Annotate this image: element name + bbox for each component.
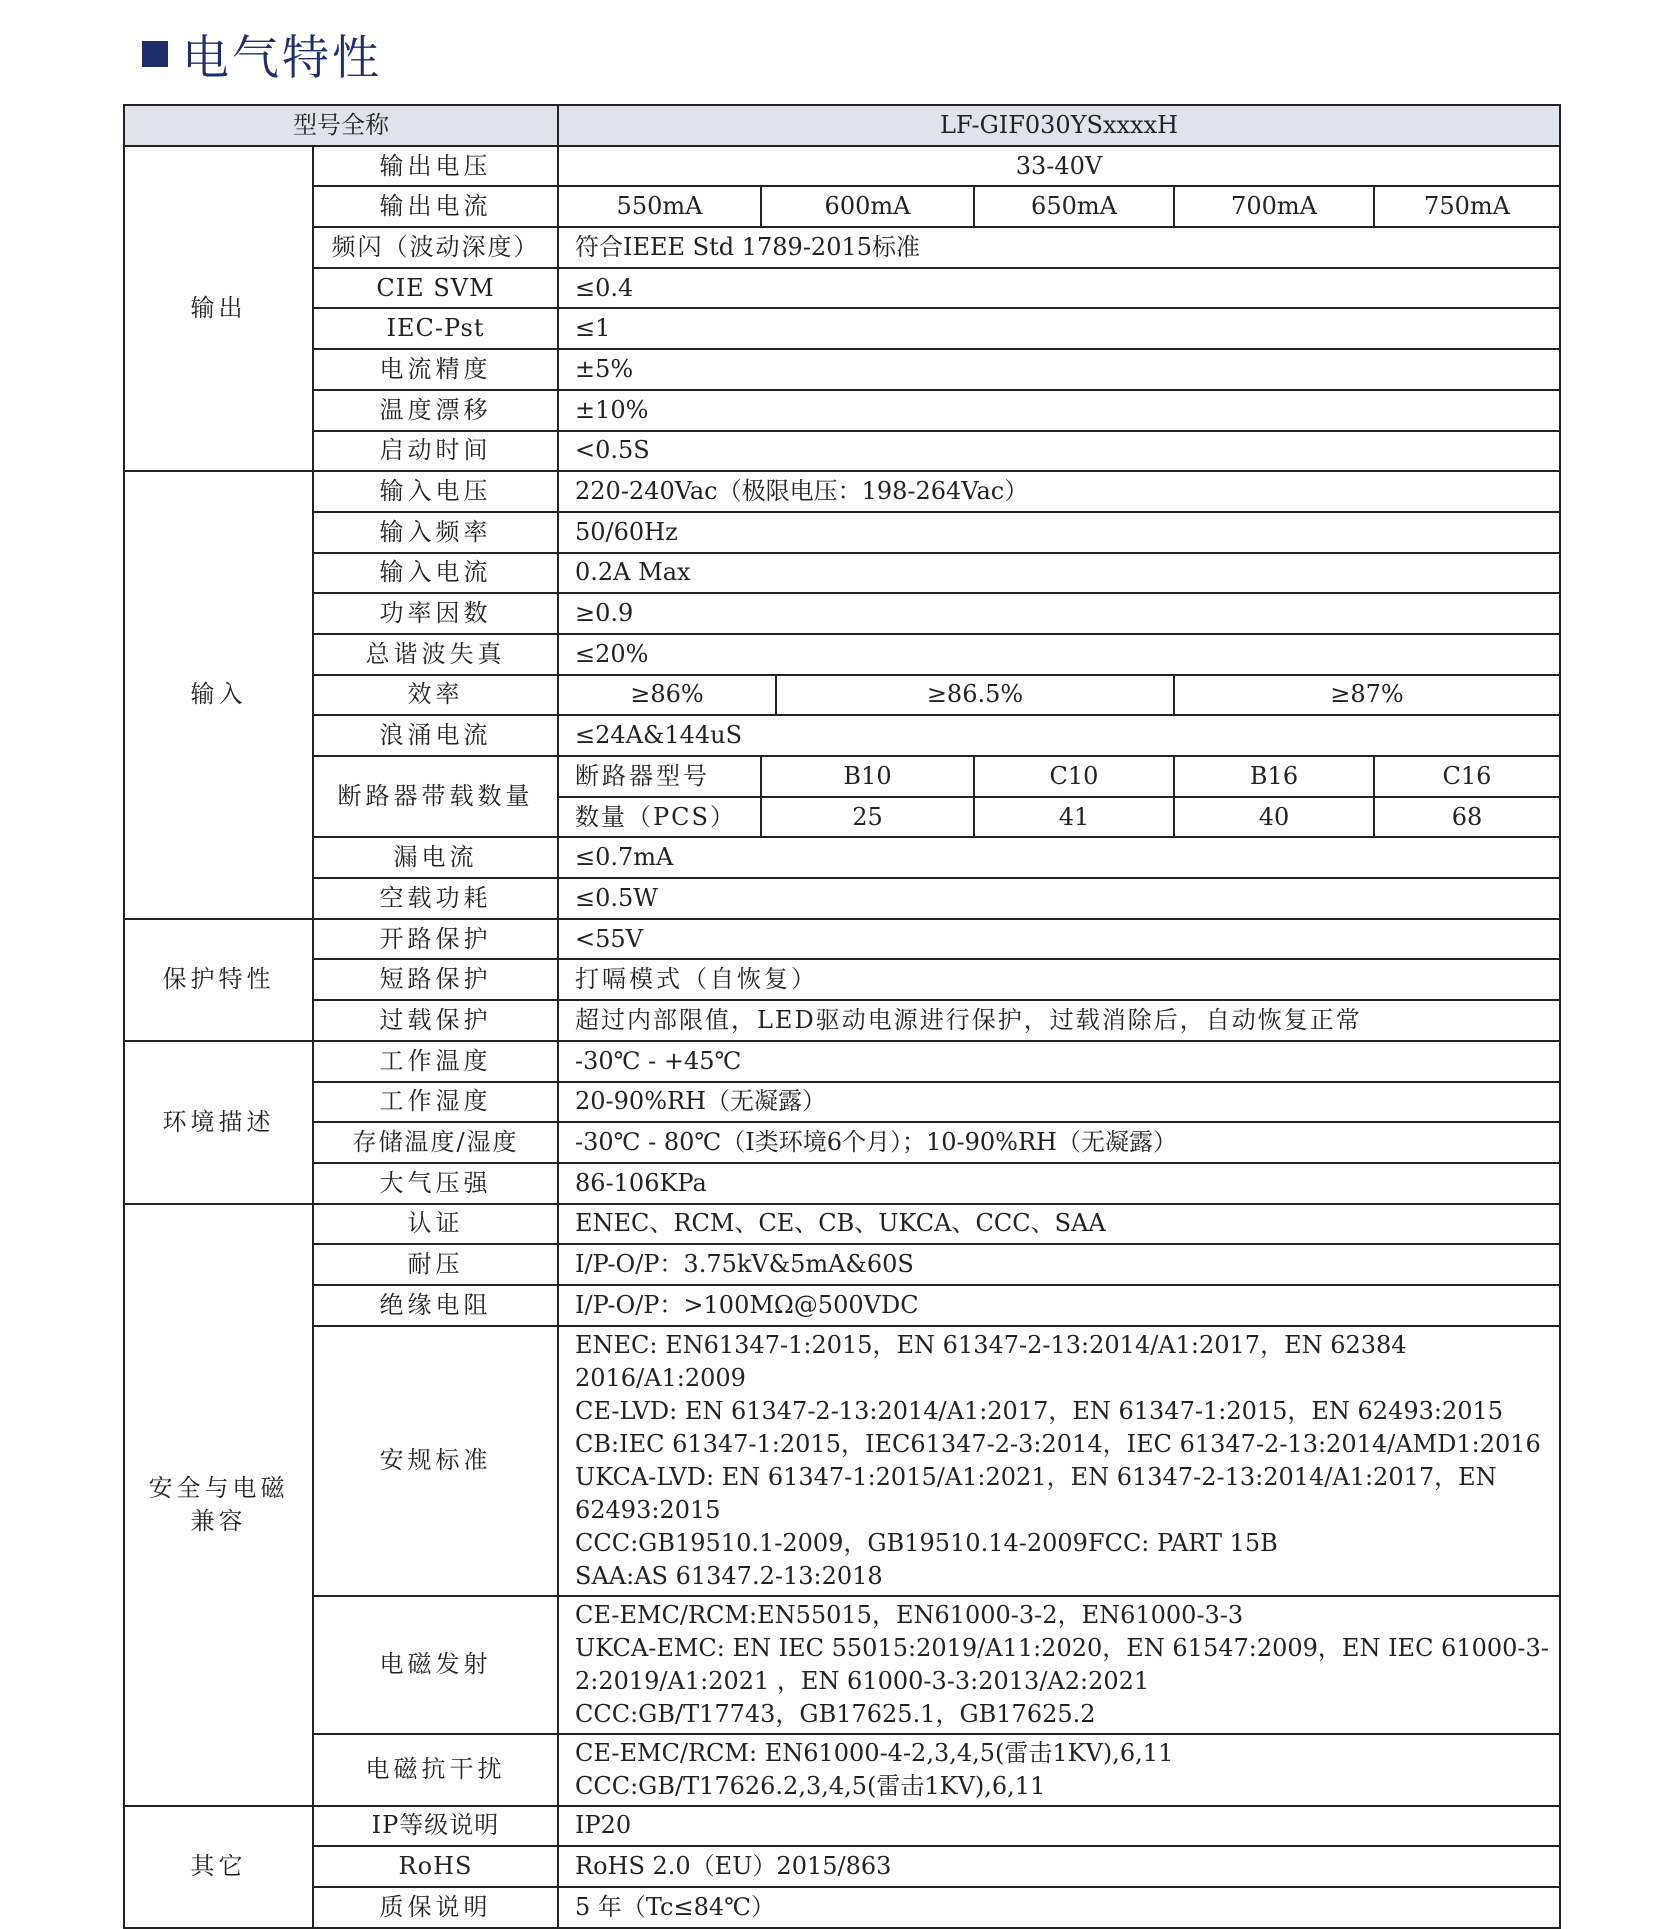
table-row	[124, 593, 1560, 634]
row-value: 50/60Hz	[558, 512, 1560, 553]
row-label: RoHS	[313, 1846, 558, 1887]
breaker-qty: 25	[761, 797, 974, 838]
standards-line: 62493:2015	[575, 1495, 721, 1524]
row-value: 0.2A Max	[558, 553, 1560, 594]
row-label: 存储温度/湿度	[313, 1122, 558, 1163]
table-row	[124, 1596, 1560, 1734]
table-row	[124, 878, 1560, 919]
current-option: 700mA	[1174, 186, 1374, 227]
standards-line: UKCA-LVD: EN 61347-1:2015/A1:2021，EN 61347-2-13:2014/A1:2017，EN	[575, 1462, 1497, 1491]
breaker-type: B10	[761, 756, 974, 797]
row-label: 漏电流	[313, 837, 558, 878]
breaker-qty: 68	[1374, 797, 1560, 838]
breaker-type-label: 断路器型号	[558, 756, 761, 797]
table-row	[124, 512, 1560, 553]
row-value: ≤0.5W	[558, 878, 1560, 919]
standards-line: CCC:GB19510.1-2009，GB19510.14-2009FCC: PART 15B	[575, 1528, 1278, 1557]
table-row	[124, 186, 1560, 227]
immunity-line: CCC:GB/T17626.2,3,4,5(雷击1KV),6,11	[575, 1771, 1046, 1800]
immunity-list	[558, 1734, 1560, 1806]
table-row	[124, 1734, 1560, 1806]
table-row	[124, 919, 1560, 960]
row-label: 输出电压	[313, 146, 558, 187]
table-row	[124, 1285, 1560, 1326]
efficiency-option: ≥86.5%	[776, 675, 1174, 716]
row-label: 电磁发射	[313, 1596, 558, 1734]
table-row	[124, 268, 1560, 309]
efficiency-option: ≥86%	[558, 675, 776, 716]
row-label: 短路保护	[313, 959, 558, 1000]
table-row	[124, 1887, 1560, 1928]
current-option: 550mA	[558, 186, 761, 227]
row-label: 输出电流	[313, 186, 558, 227]
row-label: 启动时间	[313, 431, 558, 472]
section-heading	[142, 22, 382, 86]
row-value: IP20	[558, 1806, 1560, 1847]
table-row	[124, 390, 1560, 431]
row-label: 过载保护	[313, 1000, 558, 1041]
emission-line: CCC:GB/T17743，GB17625.1，GB17625.2	[575, 1699, 1096, 1728]
emission-line: 2:2019/A1:2021 ，EN 61000-3-3:2013/A2:2021	[575, 1666, 1150, 1695]
category-safety	[124, 1204, 313, 1806]
table-row	[124, 837, 1560, 878]
row-label: 电流精度	[313, 349, 558, 390]
emission-line: UKCA-EMC: EN IEC 55015:2019/A11:2020，EN 61547:2009，EN IEC 61000-3-	[575, 1633, 1549, 1662]
row-value: ≥0.9	[558, 593, 1560, 634]
row-label: 空载功耗	[313, 878, 558, 919]
row-label: 输入频率	[313, 512, 558, 553]
category-safety-line2: 兼容	[190, 1506, 247, 1535]
table-row	[124, 431, 1560, 472]
row-value: 20-90%RH（无凝露）	[558, 1082, 1560, 1123]
row-label: 输入电流	[313, 553, 558, 594]
table-row	[124, 146, 1560, 187]
model-label: 型号全称	[124, 105, 558, 146]
standards-line: CB:IEC 61347-1:2015，IEC61347-2-3:2014，IEC 61347-2-13:2014/AMD1:2016	[575, 1429, 1541, 1458]
row-value: 打嗝模式（自恢复）	[558, 959, 1560, 1000]
row-value: 5 年（Tc≤84℃）	[558, 1887, 1560, 1928]
row-value: -30℃ - +45℃	[558, 1041, 1560, 1082]
row-label: CIE SVM	[313, 268, 558, 309]
row-value: 符合IEEE Std 1789-2015标准	[558, 227, 1560, 268]
row-value: ≤0.4	[558, 268, 1560, 309]
standards-line: SAA:AS 61347.2-13:2018	[575, 1561, 883, 1590]
category-input: 输入	[124, 471, 313, 919]
table-row	[124, 553, 1560, 594]
row-label: 频闪（波动深度）	[313, 227, 558, 268]
row-value: ≤1	[558, 308, 1560, 349]
row-label: 温度漂移	[313, 390, 558, 431]
row-value: 超过内部限值，LED驱动电源进行保护，过载消除后，自动恢复正常	[558, 1000, 1560, 1041]
row-label: 大气压强	[313, 1163, 558, 1204]
electrical-spec-table	[123, 104, 1561, 1929]
row-label: 开路保护	[313, 919, 558, 960]
category-safety-line1: 安全与电磁	[148, 1473, 289, 1502]
table-row	[124, 1244, 1560, 1285]
category-other: 其它	[124, 1806, 313, 1928]
row-label: 断路器带载数量	[313, 756, 558, 837]
row-label: 质保说明	[313, 1887, 558, 1928]
row-value: -30℃ - 80℃（Ⅰ类环境6个月）；10-90%RH（无凝露）	[558, 1122, 1560, 1163]
row-label: 功率因数	[313, 593, 558, 634]
standards-line: CE-LVD: EN 61347-2-13:2014/A1:2017，EN 61347-1:2015，EN 62493:2015	[575, 1396, 1504, 1425]
current-option: 650mA	[974, 186, 1174, 227]
current-option: 600mA	[761, 186, 974, 227]
table-row	[124, 1806, 1560, 1847]
table-row	[124, 1082, 1560, 1123]
page-title: 电气特性	[182, 30, 382, 86]
table-row	[124, 227, 1560, 268]
row-value: 220-240Vac（极限电压：198-264Vac）	[558, 471, 1560, 512]
table-row	[124, 715, 1560, 756]
row-value: I/P-O/P：>100MΩ@500VDC	[558, 1285, 1560, 1326]
row-label: 工作温度	[313, 1041, 558, 1082]
breaker-type: C10	[974, 756, 1174, 797]
breaker-qty-label: 数量（PCS）	[558, 797, 761, 838]
row-label: 电磁抗干扰	[313, 1734, 558, 1806]
table-row	[124, 1041, 1560, 1082]
row-label: 总谐波失真	[313, 634, 558, 675]
standards-list	[558, 1326, 1560, 1596]
table-row	[124, 1000, 1560, 1041]
row-value: ENEC、RCM、CE、CB、UKCA、CCC、SAA	[558, 1204, 1560, 1245]
model-name: LF-GIF030YSxxxxH	[558, 105, 1560, 146]
current-option: 750mA	[1374, 186, 1560, 227]
row-value: <0.5S	[558, 431, 1560, 472]
row-value: ≤24A&144uS	[558, 715, 1560, 756]
row-value: ≤0.7mA	[558, 837, 1560, 878]
breaker-qty: 40	[1174, 797, 1374, 838]
row-label: IP等级说明	[313, 1806, 558, 1847]
efficiency-option: ≥87%	[1174, 675, 1560, 716]
table-row	[124, 1326, 1560, 1596]
table-row	[124, 675, 1560, 716]
standards-line: 2016/A1:2009	[575, 1363, 746, 1392]
table-header-row	[124, 105, 1560, 146]
breaker-qty: 41	[974, 797, 1174, 838]
row-value: ±5%	[558, 349, 1560, 390]
row-value: ≤20%	[558, 634, 1560, 675]
table-row	[124, 959, 1560, 1000]
row-label: 工作湿度	[313, 1082, 558, 1123]
table-row	[124, 1846, 1560, 1887]
table-row	[124, 1204, 1560, 1245]
row-value: RoHS 2.0（EU）2015/863	[558, 1846, 1560, 1887]
row-label: 效率	[313, 675, 558, 716]
table-row	[124, 1122, 1560, 1163]
table-row	[124, 1163, 1560, 1204]
immunity-line: CE-EMC/RCM: EN61000-4-2,3,4,5(雷击1KV),6,11	[575, 1738, 1174, 1767]
row-value: <55V	[558, 919, 1560, 960]
table-row	[124, 471, 1560, 512]
row-label: 耐压	[313, 1244, 558, 1285]
breaker-type: C16	[1374, 756, 1560, 797]
category-output: 输出	[124, 146, 313, 472]
row-label: 输入电压	[313, 471, 558, 512]
emission-list	[558, 1596, 1560, 1734]
emission-line: CE-EMC/RCM:EN55015，EN61000-3-2，EN61000-3-3	[575, 1600, 1244, 1629]
row-label: IEC-Pst	[313, 308, 558, 349]
category-protection: 保护特性	[124, 919, 313, 1041]
table-row	[124, 756, 1560, 797]
row-value: 33-40V	[558, 146, 1560, 187]
table-row	[124, 349, 1560, 390]
row-value: I/P-O/P：3.75kV&5mA&60S	[558, 1244, 1560, 1285]
row-value: 86-106KPa	[558, 1163, 1560, 1204]
heading-square-icon	[142, 41, 168, 67]
row-label: 绝缘电阻	[313, 1285, 558, 1326]
breaker-type: B16	[1174, 756, 1374, 797]
row-label: 安规标准	[313, 1326, 558, 1596]
row-label: 认证	[313, 1204, 558, 1245]
table-row	[124, 308, 1560, 349]
row-value: ±10%	[558, 390, 1560, 431]
category-environment: 环境描述	[124, 1041, 313, 1204]
row-label: 浪涌电流	[313, 715, 558, 756]
table-row	[124, 634, 1560, 675]
standards-line: ENEC: EN61347-1:2015，EN 61347-2-13:2014/A1:2017，EN 62384	[575, 1330, 1407, 1359]
